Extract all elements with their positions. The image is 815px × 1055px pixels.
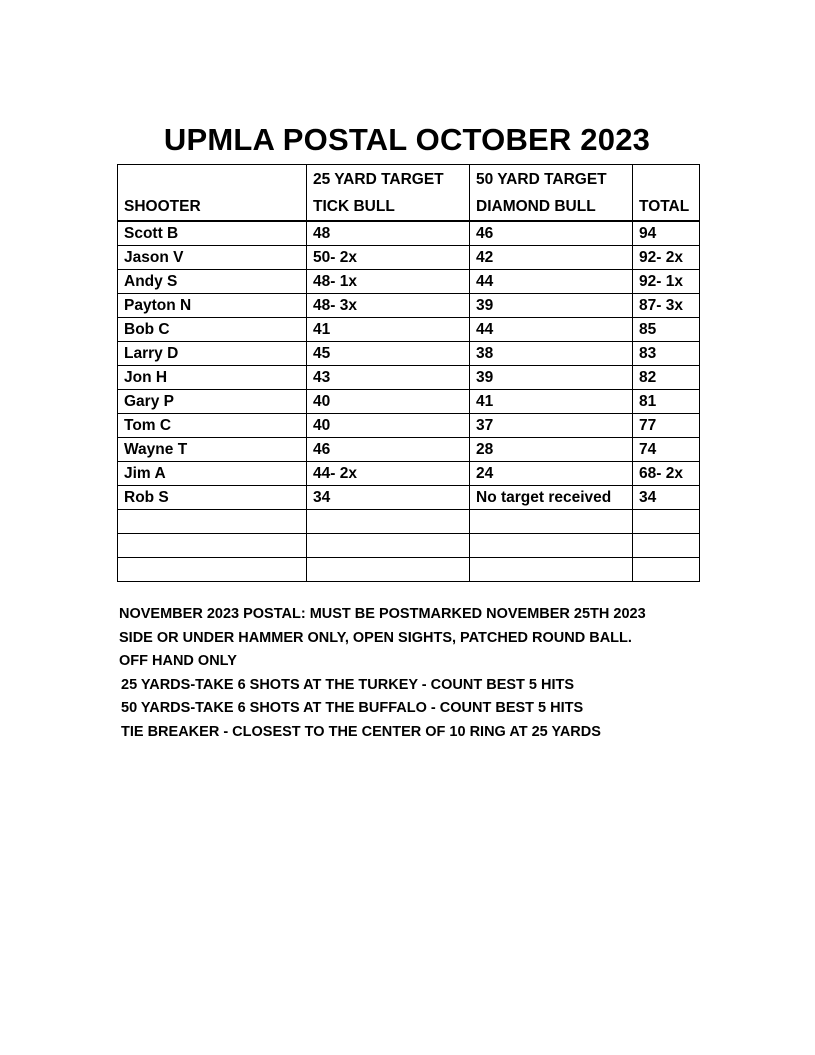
table-row [118,318,700,342]
cell-score-25: 34 [307,486,470,510]
header-25-yard-line2: TICK BULL [313,198,395,215]
header-shooter: SHOOTER [118,165,307,222]
header-total: TOTAL [633,165,700,222]
note-position: OFF HAND ONLY [119,653,237,669]
table-row [118,462,700,486]
cell-total: 82 [633,366,700,390]
cell-shooter: Wayne T [118,438,307,462]
empty-cell [470,534,633,558]
cell-score-50: 24 [470,462,633,486]
note-50-yard: 50 YARDS-TAKE 6 SHOTS AT THE BUFFALO - COUNT BEST 5 HITS [121,700,584,716]
cell-score-25: 48- 1x [307,270,470,294]
cell-score-50: 44 [470,270,633,294]
cell-shooter: Jon H [118,366,307,390]
note-25-yard: 25 YARDS-TAKE 6 SHOTS AT THE TURKEY - COUNT BEST 5 HITS [121,676,575,693]
cell-score-50: 39 [470,366,633,390]
note-equipment: SIDE OR UNDER HAMMER ONLY, OPEN SIGHTS, PATCHED ROUND BALL. [119,629,632,646]
cell-score-50: 42 [470,246,633,270]
cell-total: 81 [633,390,700,414]
cell-shooter: Scott B [118,221,307,246]
empty-cell [118,558,307,582]
empty-cell [307,510,470,534]
cell-score-25: 46 [307,438,470,462]
table-row [118,390,700,414]
note-tie-breaker: TIE BREAKER - CLOSEST TO THE CENTER OF 10 RING AT 25 YARDS [121,723,601,740]
header-25-yard-line1: 25 YARD TARGET [313,171,444,188]
cell-score-25: 40 [307,414,470,438]
cell-score-50: 28 [470,438,633,462]
cell-total: 77 [633,414,700,438]
cell-shooter: Payton N [118,294,307,318]
cell-shooter: Jason V [118,246,307,270]
table-row [118,366,700,390]
cell-score-50: 44 [470,318,633,342]
cell-shooter: Rob S [118,486,307,510]
cell-score-50: 39 [470,294,633,318]
note-postmark-deadline: NOVEMBER 2023 POSTAL: MUST BE POSTMARKED NOVEMBER 25TH 2023 [119,606,646,622]
cell-total: 92- 1x [633,270,700,294]
table-row [118,414,700,438]
cell-score-50: 41 [470,390,633,414]
cell-total: 85 [633,318,700,342]
cell-score-50: 38 [470,342,633,366]
cell-shooter: Gary P [118,390,307,414]
cell-score-50: 37 [470,414,633,438]
table-header-row [118,165,700,222]
cell-total: 83 [633,342,700,366]
cell-score-25: 48- 3x [307,294,470,318]
table-row [118,221,700,246]
table-row [118,270,700,294]
cell-total: 74 [633,438,700,462]
header-25-yard [307,165,470,222]
rules-notes [119,603,646,744]
empty-cell [307,558,470,582]
table-row [118,486,700,510]
cell-shooter: Andy S [118,270,307,294]
cell-shooter: Jim A [118,462,307,486]
table-row [118,342,700,366]
cell-total: 87- 3x [633,294,700,318]
header-50-yard-line1: 50 YARD TARGET [476,171,607,188]
cell-score-50: 46 [470,221,633,246]
cell-score-25: 50- 2x [307,246,470,270]
cell-score-50: No target received [470,486,633,510]
scores-table [117,164,700,582]
empty-row [118,558,700,582]
cell-score-25: 43 [307,366,470,390]
empty-cell [307,534,470,558]
empty-row [118,510,700,534]
empty-cell [470,510,633,534]
page-title: UPMLA POSTAL OCTOBER 2023 [163,122,651,157]
cell-shooter: Larry D [118,342,307,366]
header-50-yard [470,165,633,222]
header-50-yard-line2: DIAMOND BULL [476,198,596,215]
empty-cell [118,534,307,558]
cell-score-25: 41 [307,318,470,342]
empty-cell [633,510,700,534]
cell-score-25: 40 [307,390,470,414]
cell-score-25: 44- 2x [307,462,470,486]
cell-total: 92- 2x [633,246,700,270]
empty-row [118,534,700,558]
cell-total: 34 [633,486,700,510]
table-row [118,438,700,462]
cell-score-25: 45 [307,342,470,366]
empty-cell [470,558,633,582]
cell-shooter: Bob C [118,318,307,342]
cell-total: 94 [633,221,700,246]
table-row [118,294,700,318]
empty-cell [118,510,307,534]
table-row [118,246,700,270]
cell-shooter: Tom C [118,414,307,438]
empty-cell [633,558,700,582]
cell-score-25: 48 [307,221,470,246]
cell-total: 68- 2x [633,462,700,486]
empty-cell [633,534,700,558]
